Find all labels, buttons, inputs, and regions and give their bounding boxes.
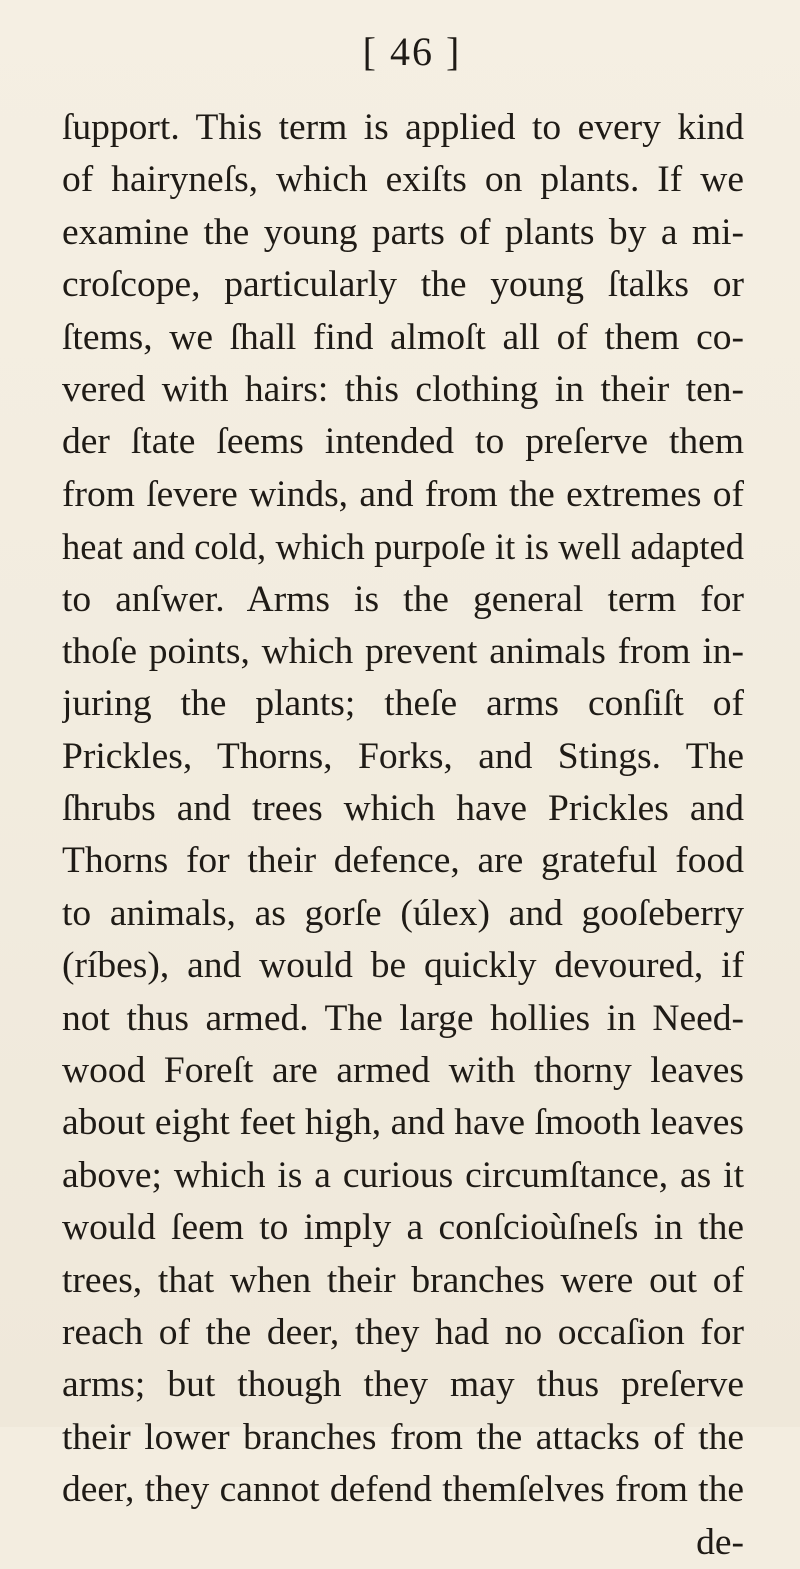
text-line: trees, that when their branches were out of xyxy=(62,1259,744,1301)
text-line: arms; but though they may thus preſerve xyxy=(62,1364,744,1406)
body-text xyxy=(62,102,744,1569)
text-line: vered with hairs: this clothing in their ten- xyxy=(62,368,744,410)
text-line: wood Foreſt are armed with thorny leaves xyxy=(62,1050,744,1092)
text-line: deer, they cannot defend themſelves from the xyxy=(62,1469,744,1511)
text-line: about eight feet high, and have ſmooth leaves xyxy=(62,1102,744,1144)
text-line: would ſeem to imply a conſcioùſneſs in the xyxy=(62,1207,744,1249)
text-line: their lower branches from the attacks of the xyxy=(62,1416,744,1458)
text-line: above; which is a curious circumſtance, as it xyxy=(62,1154,744,1196)
text-line: croſcope, particularly the young ſtalks or xyxy=(62,264,744,306)
text-line: examine the young parts of plants by a mi- xyxy=(62,211,744,253)
text-line: juring the plants; theſe arms conſiſt of xyxy=(62,683,744,725)
page-number: [ 46 ] xyxy=(362,29,462,74)
text-line: ſhrubs and trees which have Prickles and xyxy=(62,788,744,830)
text-line: to anſwer. Arms is the general term for xyxy=(62,578,744,620)
text-line: ſtems, we ſhall find almoſt all of them co- xyxy=(62,316,744,358)
text-line: Thorns for their defence, are grateful food xyxy=(62,840,744,882)
text-line: of hairyneſs, which exiſts on plants. If we xyxy=(62,159,744,201)
text-line: reach of the deer, they had no occaſion for xyxy=(62,1311,744,1353)
catchword: de- xyxy=(696,1521,744,1563)
text-line: to animals, as gorſe (úlex) and gooſeberry xyxy=(62,892,744,934)
text-line: heat and cold, which purpoſe it is well adapted xyxy=(62,526,744,568)
text-line: (ríbes), and would be quickly devoured, if xyxy=(62,945,744,987)
text-line: not thus armed. The large hollies in Need- xyxy=(62,997,744,1039)
text-line: from ſevere winds, and from the extremes of xyxy=(62,473,744,515)
text-line: thoſe points, which prevent animals from in- xyxy=(62,630,744,672)
text-line: der ſtate ſeems intended to preſerve them xyxy=(62,421,744,463)
text-line: Prickles, Thorns, Forks, and Stings. The xyxy=(62,735,744,777)
text-line: ſupport. This term is applied to every kind xyxy=(62,107,744,148)
